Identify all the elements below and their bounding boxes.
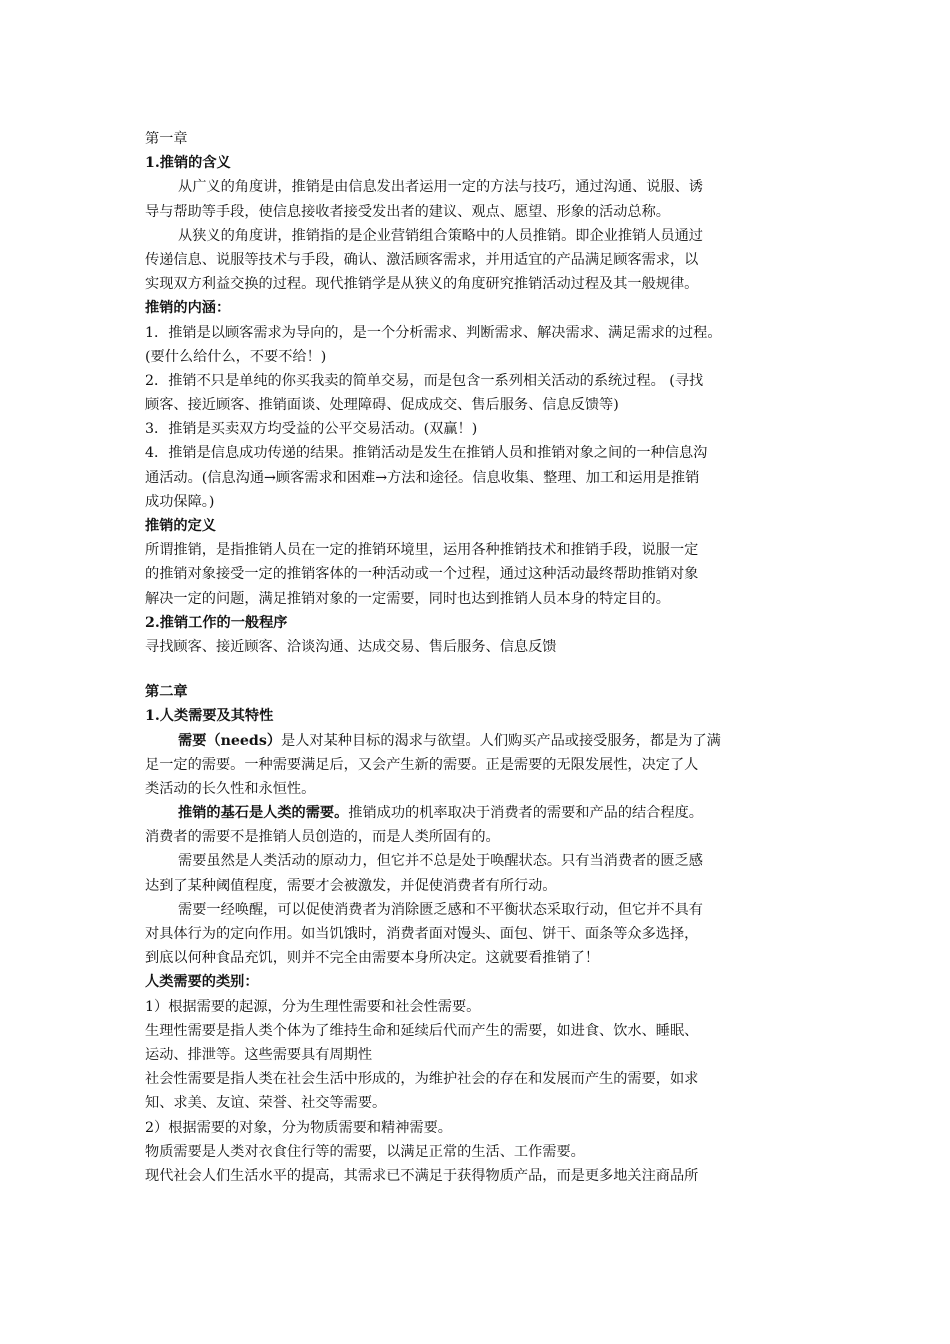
paragraph-line: 所谓推销，是指推销人员在一定的推销环境里，运用各种推销技术和推销手段，说服一定 <box>145 542 699 559</box>
section-heading-connotation: 推销的内涵： <box>145 300 231 317</box>
list-item-line: 4．推销是信息成功传递的结果。推销活动是发生在推销人员和推销对象之间的一种信息沟 <box>145 445 708 462</box>
section-heading-categories: 人类需要的类别： <box>145 974 259 991</box>
emphasis-text: 推销的基石是人类的需要。 <box>178 805 349 822</box>
paragraph-line: 实现双方利益交换的过程。现代推销学是从狭义的角度研究推销活动过程及其一般规律。 <box>145 276 699 293</box>
list-item-line: 通活动。(信息沟通→顾客需求和困难→方法和途径。信息收集、整理、加工和运用是推销 <box>145 469 700 486</box>
list-item-line: (要什么给什么，不要不给！) <box>145 348 327 365</box>
paragraph-text: 推销成功的机率取决于消费者的需要和产品的结合程度。 <box>348 805 703 822</box>
section-heading-procedure: 2.推销工作的一般程序 <box>145 614 288 631</box>
paragraph-line: 足一定的需要。一种需要满足后，又会产生新的需要。正是需要的无限发展性，决定了人 <box>145 756 699 773</box>
paragraph-line: 的推销对象接受一定的推销客体的一种活动或一个过程，通过这种活动最终帮助推销对象 <box>145 566 699 583</box>
paragraph-line: 解决一定的问题，满足推销对象的一定需要，同时也达到推销人员本身的特定目的。 <box>145 590 670 607</box>
paragraph-line: 传递信息、说服等技术与手段，确认、激活顾客需求，并用适宜的产品满足顾客需求，以 <box>145 251 699 268</box>
paragraph-line: 寻找顾客、接近顾客、洽谈沟通、达成交易、售后服务、信息反馈 <box>145 638 557 655</box>
paragraph-line: 2）根据需要的对象，分为物质需要和精神需要。 <box>145 1119 452 1136</box>
paragraph-line: 到底以何种食品充饥，则并不完全由需要本身所决定。这就要看推销了！ <box>145 950 600 967</box>
paragraph-line: 从狭义的角度讲，推销指的是企业营销组合策略中的人员推销。即企业推销人员通过 <box>178 227 703 244</box>
paragraph-line: 对具体行为的定向作用。如当饥饿时，消费者面对馒头、面包、饼干、面条等众多选择， <box>145 926 699 942</box>
paragraph-line: 1）根据需要的起源，分为生理性需要和社会性需要。 <box>145 998 481 1015</box>
list-item-line: 2．推销不只是单纯的你买我卖的简单交易，而是包含一系列相关活动的系统过程。 (寻找 <box>145 372 704 389</box>
list-item-line: 1．推销是以顾客需求为导向的，是一个分析需求、判断需求、解决需求、满足需求的过程。 <box>145 324 722 341</box>
paragraph-line: 达到了某种阈值程度，需要才会被激发，并促使消费者有所行动。 <box>145 877 557 894</box>
paragraph-line <box>145 729 820 753</box>
list-item-line: 3．推销是买卖双方均受益的公平交易活动。(双赢！) <box>145 421 478 438</box>
paragraph-line: 知、求美、友谊、荣誉、社交等需要。 <box>145 1095 387 1112</box>
chapter-2-title: 第二章 <box>145 684 188 701</box>
list-item-line: 顾客、接近顾客、推销面谈、处理障碍、促成成交、售后服务、信息反馈等) <box>145 397 619 414</box>
section-heading-needs: 1.人类需要及其特性 <box>145 708 274 725</box>
chapter-1-title: 第一章 <box>145 131 188 147</box>
term-needs: 需要（needs） <box>178 732 282 749</box>
chapter-gap <box>145 659 820 680</box>
section-heading-definition: 推销的定义 <box>145 518 216 534</box>
list-item-line: 成功保障。) <box>145 493 215 510</box>
paragraph-line: 物质需要是人类对衣食住行等的需要，以满足正常的生活、工作需要。 <box>145 1143 585 1160</box>
paragraph-text: 是人对某种目标的渴求与欲望。人们购买产品或接受服务，都是为了满 <box>281 732 721 749</box>
paragraph-line: 现代社会人们生活水平的提高，其需求已不满足于获得物质产品，而是更多地关注商品所 <box>145 1167 699 1184</box>
paragraph-line: 社会性需要是指人类在社会生活中形成的，为维护社会的存在和发展而产生的需要，如求 <box>145 1071 699 1088</box>
paragraph-line: 从广义的角度讲，推销是由信息发出者运用一定的方法与技巧，通过沟通、说服、诱 <box>178 179 703 196</box>
paragraph-line: 需要一经唤醒，可以促使消费者为消除匮乏感和不平衡状态采取行动，但它并不具有 <box>178 901 703 918</box>
paragraph-line: 导与帮助等手段，使信息接收者接受发出者的建议、观点、愿望、形象的活动总称。 <box>145 203 670 220</box>
paragraph-line: 运动、排泄等。这些需要具有周期性 <box>145 1046 373 1063</box>
section-heading-meaning: 1.推销的含义 <box>145 155 231 172</box>
paragraph-line: 消费者的需要不是推销人员创造的，而是人类所固有的。 <box>145 829 500 846</box>
paragraph-line: 生理性需要是指人类个体为了维持生命和延续后代而产生的需要，如进食、饮水、睡眠、 <box>145 1022 699 1039</box>
paragraph-line: 类活动的长久性和永恒性。 <box>145 780 316 797</box>
paragraph-line: 需要虽然是人类活动的原动力，但它并不总是处于唤醒状态。只有当消费者的匮乏感 <box>178 853 703 870</box>
paragraph-line <box>145 801 820 825</box>
